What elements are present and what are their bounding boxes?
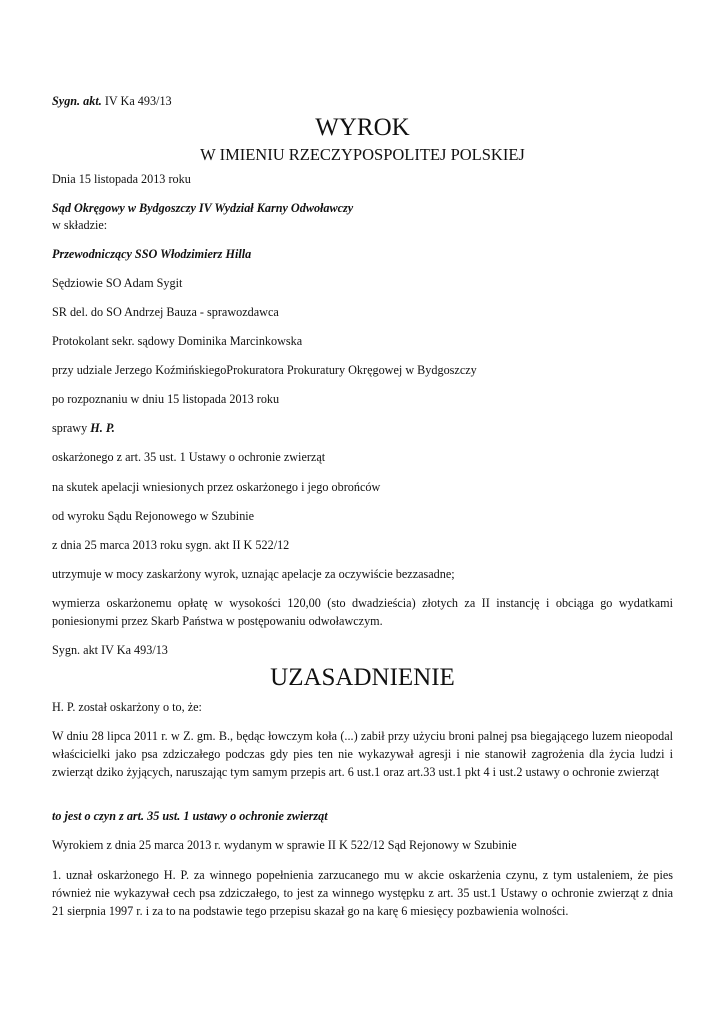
justification-intro: H. P. został oskarżony o to, że: bbox=[52, 700, 202, 714]
hearing-line: po rozpoznaniu w dniu 15 listopada 2013 roku bbox=[52, 392, 280, 406]
case-signature-repeat: Sygn. akt IV Ka 493/13 bbox=[52, 643, 168, 657]
reporter-line: SR del. do SO Andrzej Bauza - sprawozdawca bbox=[52, 305, 279, 319]
prosecutor-line: przy udziale Jerzego KoźmińskiegoProkuratora Prokuratury Okręgowej w Bydgoszczy bbox=[52, 363, 477, 377]
case-signature-label: Sygn. akt. bbox=[52, 94, 102, 108]
ruling-line: utrzymuje w mocy zaskarżony wyrok, uznając apelacje za oczywiście bezzasadne; bbox=[52, 567, 455, 581]
appeal-line: na skutek apelacji wniesionych przez oskarżonego i jego obrońców bbox=[52, 480, 381, 494]
from-judgment-line: od wyroku Sądu Rejonowego w Szubinie bbox=[52, 509, 255, 523]
first-instance-line: Wyrokiem z dnia 25 marca 2013 r. wydanym w sprawie II K 522/12 Sąd Rejonowy w Szubinie bbox=[52, 838, 517, 852]
judges-line: Sędziowie SO Adam Sygit bbox=[52, 276, 183, 290]
charge-line: oskarżonego z art. 35 ust. 1 Ustawy o ochronie zwierząt bbox=[52, 450, 326, 464]
judgment-date-line: z dnia 25 marca 2013 roku sygn. akt II K 522/12 bbox=[52, 538, 290, 552]
justification-title: UZASADNIENIE bbox=[270, 664, 455, 691]
presiding-judge: Przewodniczący SSO Włodzimierz Hilla bbox=[52, 247, 252, 261]
facts-paragraph: W dniu 28 lipca 2011 r. w Z. gm. B., będąc łowczym koła (...) zabił przy użyciu broni palnej psa biegającego luzem nieopodal właścicielki jako psa zdziczałego podczas gdy pies ten nie wykazywał agresji i nie stanowił zagrożenia dla życia ludzi i zwierząt dziko żyjących, naruszając tym samym przepis art. 6 ust.1 oraz art.33 ust.1 pkt 4 i ust.2 ustawy o ochronie zwierząt bbox=[52, 729, 673, 779]
case-prefix: sprawy bbox=[52, 421, 91, 435]
accused-name: H. P. bbox=[90, 421, 115, 435]
case-line bbox=[52, 419, 115, 437]
clerk-line: Protokolant sekr. sądowy Dominika Marcinkowska bbox=[52, 334, 303, 348]
composition-label: w składzie: bbox=[52, 218, 108, 232]
document-subtitle: W IMIENIU RZECZYPOSPOLITEJ POLSKIEJ bbox=[200, 145, 525, 164]
point-1-paragraph: 1. uznał oskarżonego H. P. za winnego popełnienia zarzucanego mu w akcie oskarżenia czynu, z tym ustaleniem, że pies również nie wykazywał cech psa zdziczałego, to jest za winnego występku z art. 35 ust.1 Ustawy o ochronie zwierząt z dnia 21 sierpnia 1997 r. i za to na podstawie tego przepisu skazał go na karę 6 miesięcy pozbawienia wolności. bbox=[52, 868, 673, 918]
court-name: Sąd Okręgowy w Bydgoszczy IV Wydział Karny Odwoławczy bbox=[52, 201, 354, 215]
case-signature-value: IV Ka 493/13 bbox=[101, 94, 172, 108]
judgment-date: Dnia 15 listopada 2013 roku bbox=[52, 172, 191, 186]
case-signature bbox=[52, 92, 172, 110]
costs-paragraph: wymierza oskarżonemu opłatę w wysokości 120,00 (sto dwadzieścia) złotych za II instancję i obciąga go wydatkami poniesionymi przez Skarb Państwa w postępowaniu odwoławczym. bbox=[52, 596, 673, 628]
document-title: WYROK bbox=[315, 114, 410, 141]
qualification-line: to jest o czyn z art. 35 ust. 1 ustawy o ochronie zwierząt bbox=[52, 809, 328, 823]
